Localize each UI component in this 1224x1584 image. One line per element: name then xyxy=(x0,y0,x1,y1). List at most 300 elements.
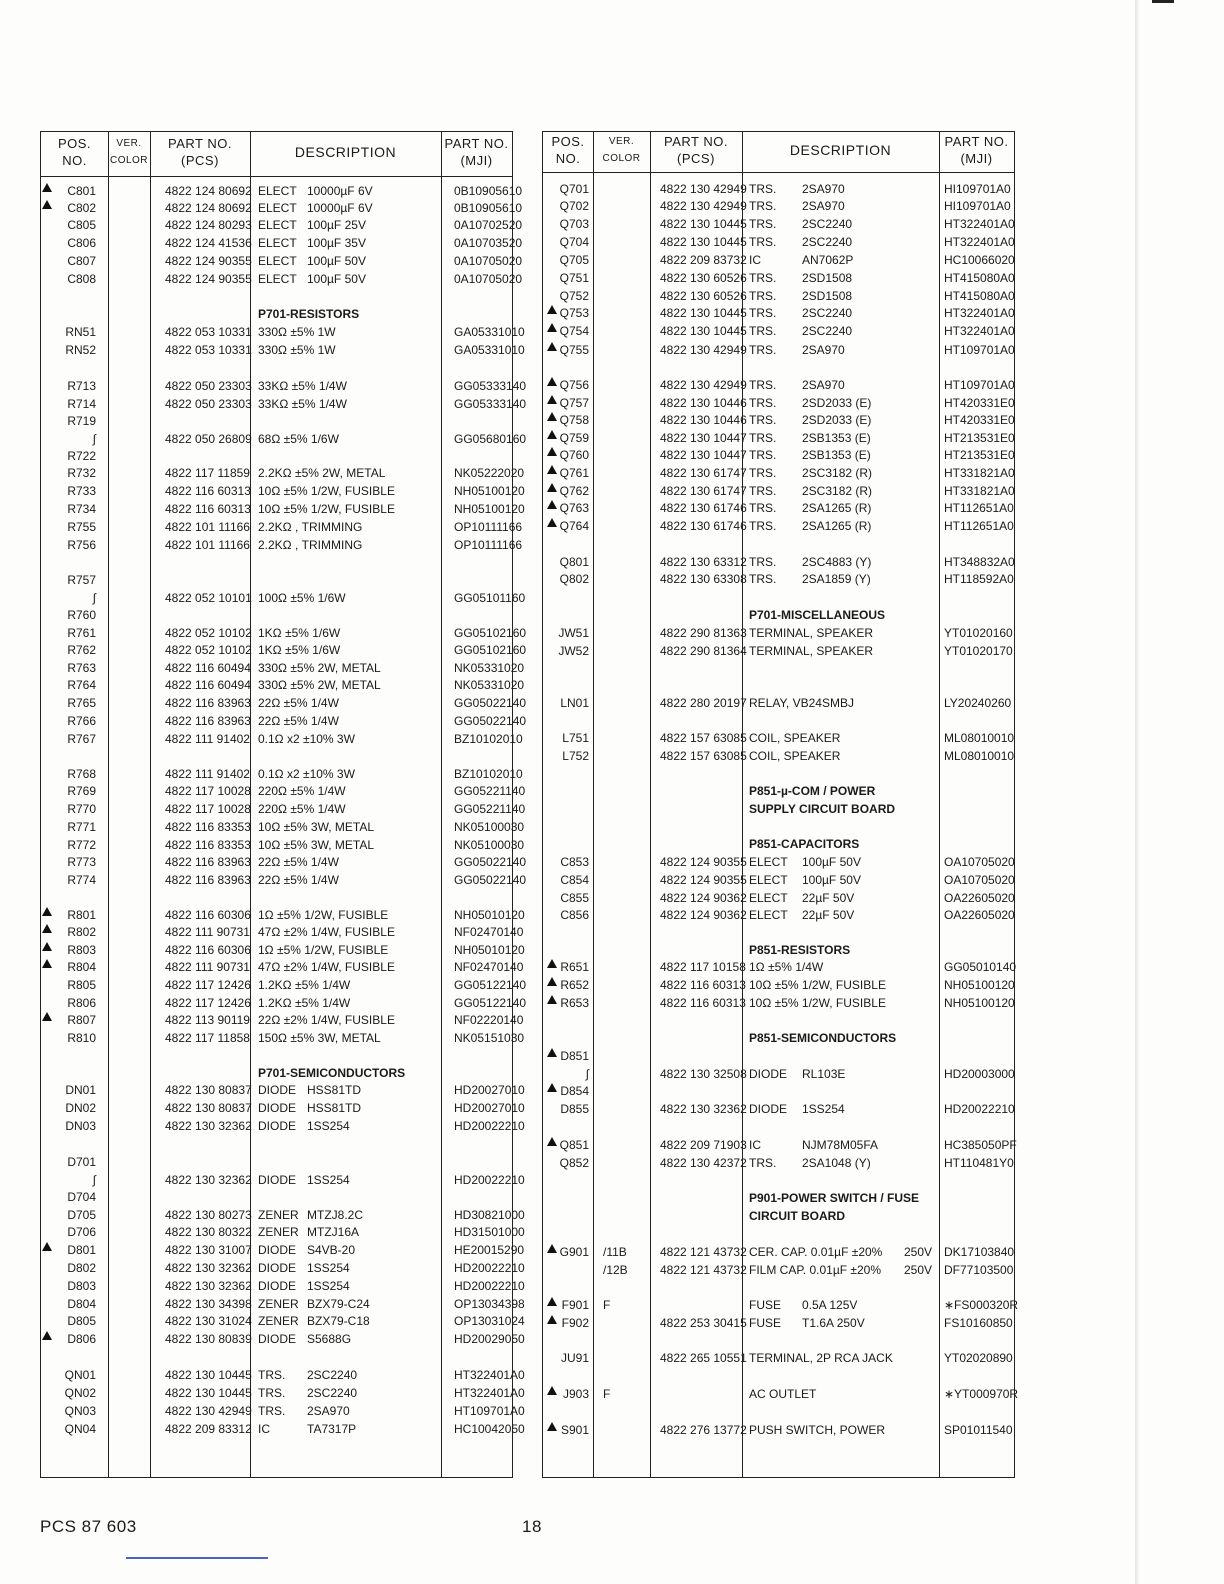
part-number-pcs: 4822 130 63308 xyxy=(660,572,747,586)
part-number-mji: NH05100120 xyxy=(454,502,525,516)
description: ZENER xyxy=(258,1314,299,1328)
part-number-pcs: 4822 130 10445 xyxy=(660,217,747,231)
part-number-mji: HD20022210 xyxy=(944,1102,1015,1116)
description-spec: HSS81TD xyxy=(307,1101,362,1115)
description: TRS. xyxy=(749,555,777,569)
description-spec: 2SC2240 xyxy=(802,324,853,338)
description: 47Ω ±2% 1/4W, FUSIBLE xyxy=(258,925,395,939)
table-row xyxy=(543,288,1014,305)
position-number: L752 xyxy=(562,749,589,763)
part-number-mji: NH05100120 xyxy=(944,978,1015,992)
description: AC OUTLET xyxy=(749,1387,817,1401)
part-number-pcs: 4822 130 60526 xyxy=(660,289,747,303)
description: 33KΩ ±5% 1/4W xyxy=(258,379,347,393)
position-number: D803 xyxy=(67,1279,96,1293)
table-row xyxy=(41,1118,525,1135)
description: ELECT xyxy=(258,218,297,232)
part-number-mji: HT213531E0 xyxy=(944,448,1015,462)
part-number-pcs: 4822 124 90362 xyxy=(660,891,747,905)
description-spec: T1.6A 250V xyxy=(802,1316,865,1330)
part-number-mji: DK17103840 xyxy=(944,1245,1015,1259)
part-number-pcs: 4822 130 80322 xyxy=(165,1225,252,1239)
description-spec: 2SA970 xyxy=(307,1404,350,1418)
position-number: R719 xyxy=(67,414,96,428)
table-row xyxy=(543,643,1014,660)
part-number-mji: GG05022140 xyxy=(454,855,527,869)
part-number-mji: LY20240260 xyxy=(944,696,1012,710)
description: DIODE xyxy=(258,1101,297,1115)
description: 22Ω ±5% 1/4W xyxy=(258,855,339,869)
part-number-pcs: 4822 121 43732 xyxy=(660,1245,747,1259)
part-number-pcs: 4822 124 80293 xyxy=(165,218,252,232)
part-number-pcs: 4822 116 60306 xyxy=(165,908,251,922)
position-number: D854 xyxy=(560,1084,589,1098)
part-number-pcs: 4822 130 10445 xyxy=(660,306,747,320)
header-description: DESCRIPTION xyxy=(294,144,397,160)
position-number: D805 xyxy=(67,1314,96,1328)
description: DIODE xyxy=(258,1083,297,1097)
description-spec: 1SS254 xyxy=(307,1119,350,1133)
table-row xyxy=(543,625,1014,642)
table-row xyxy=(543,395,1014,412)
description: DIODE xyxy=(258,1261,297,1275)
part-number-pcs: 4822 124 90355 xyxy=(660,873,747,887)
part-number-pcs: 4822 113 90119 xyxy=(165,1013,250,1027)
part-number-mji: ∗FS000320R xyxy=(944,1298,1019,1312)
position-number: C808 xyxy=(67,272,96,286)
table-row xyxy=(41,1100,525,1117)
description: CER. CAP. 0.01µF ±20% xyxy=(749,1245,883,1259)
part-number-pcs: 4822 116 83963 xyxy=(165,696,251,710)
part-number-pcs: 4822 111 90731 xyxy=(165,925,250,939)
table-row xyxy=(543,518,1014,535)
table-row xyxy=(41,413,512,430)
table-row xyxy=(543,995,1014,1012)
section-heading xyxy=(543,942,1014,959)
position-number: R653 xyxy=(560,996,589,1010)
section-title: P701-MISCELLANEOUS xyxy=(749,608,886,622)
description: 10Ω ±5% 1/2W, FUSIBLE xyxy=(258,502,395,516)
part-number-mji: ML08010010 xyxy=(944,731,1015,745)
table-row xyxy=(41,942,525,959)
part-number-mji: HD20022210 xyxy=(454,1261,525,1275)
description: TRS. xyxy=(258,1386,286,1400)
position-number: R807 xyxy=(67,1013,96,1027)
part-number-pcs: 4822 209 83312 xyxy=(165,1422,252,1436)
description-spec: 100µF 25V xyxy=(307,218,366,232)
part-number-pcs: 4822 130 61746 xyxy=(660,501,747,515)
part-number-pcs: 4822 130 32362 xyxy=(165,1261,252,1275)
position-number: ∫ xyxy=(92,591,96,605)
part-number-pcs: 4822 130 34398 xyxy=(165,1297,252,1311)
part-number-pcs: 4822 280 20197 xyxy=(660,696,747,710)
description: TRS. xyxy=(749,324,777,338)
part-number-mji: HT213531E0 xyxy=(944,431,1015,445)
position-number: J903 xyxy=(562,1387,589,1401)
part-number-pcs: 4822 130 42949 xyxy=(165,1404,252,1418)
description: TRS. xyxy=(749,519,777,533)
position-number: L751 xyxy=(562,731,589,745)
part-number-mji: HE20015290 xyxy=(454,1243,525,1257)
description: 10Ω ±5% 1/2W, FUSIBLE xyxy=(749,996,886,1010)
header-part-mji: PART NO. (MJI) xyxy=(444,136,509,168)
description: 330Ω ±5% 2W, METAL xyxy=(258,678,381,692)
part-number-mji: HI109701A0 xyxy=(944,199,1011,213)
description: COIL, SPEAKER xyxy=(749,749,841,763)
part-number-mji: HT322401A0 xyxy=(944,324,1015,338)
description: DIODE xyxy=(749,1102,788,1116)
description: 1Ω ±5% 1/4W xyxy=(749,960,824,974)
part-number-pcs: 4822 111 91402 xyxy=(165,732,250,746)
position-number: Q701 xyxy=(559,182,589,196)
description: TRS. xyxy=(749,343,777,357)
section-heading xyxy=(543,783,1014,800)
description: 1.2KΩ ±5% 1/4W xyxy=(258,996,351,1010)
part-number-mji: HD20022210 xyxy=(454,1173,525,1187)
part-number-pcs: 4822 130 32362 xyxy=(165,1173,252,1187)
section-heading xyxy=(543,836,1014,853)
table-row xyxy=(543,1083,1014,1100)
description: ZENER xyxy=(258,1225,299,1239)
table-row xyxy=(41,1385,525,1402)
description: 10Ω ±5% 3W, METAL xyxy=(258,838,375,852)
description-spec: 1SS254 xyxy=(307,1279,350,1293)
table-row xyxy=(543,500,1014,517)
part-number-mji: HT109701A0 xyxy=(944,378,1015,392)
table-row xyxy=(41,1367,525,1384)
part-number-pcs: 4822 130 42949 xyxy=(660,182,747,196)
description: TERMINAL, SPEAKER xyxy=(749,626,874,640)
description-spec: 22µF 50V xyxy=(802,891,855,905)
part-number-pcs: 4822 130 10445 xyxy=(165,1368,252,1382)
position-number: R802 xyxy=(67,925,96,939)
part-number-mji: ∗YT000970R xyxy=(944,1387,1019,1401)
description-spec: 2SD2033 (E) xyxy=(802,396,872,410)
description-spec: 2SB1353 (E) xyxy=(802,431,871,445)
position-number: DN01 xyxy=(65,1083,96,1097)
section-title: P851-SEMICONDUCTORS xyxy=(749,1031,897,1045)
description: 1KΩ ±5% 1/6W xyxy=(258,643,341,657)
part-number-pcs: 4822 290 81364 xyxy=(660,644,747,658)
part-number-mji: HT420331E0 xyxy=(944,396,1015,410)
position-number: R803 xyxy=(67,943,96,957)
part-number-pcs: 4822 116 83963 xyxy=(165,714,251,728)
table-row xyxy=(543,730,1014,747)
part-number-mji: HD20022210 xyxy=(454,1279,525,1293)
table-row xyxy=(543,342,1014,359)
part-number-mji: HC10042050 xyxy=(454,1422,525,1436)
description: 2.2KΩ , TRIMMING xyxy=(258,520,363,534)
description: TERMINAL, SPEAKER xyxy=(749,644,874,658)
table-row xyxy=(543,977,1014,994)
part-number-mji: HT118592A0 xyxy=(944,572,1014,586)
table-row xyxy=(41,924,524,941)
section-title: CIRCUIT BOARD xyxy=(749,1209,845,1223)
position-number: Q852 xyxy=(559,1156,589,1170)
description: ELECT xyxy=(258,236,297,250)
part-number-pcs: 4822 124 90355 xyxy=(165,272,252,286)
table-row xyxy=(41,235,523,252)
position-number: R804 xyxy=(67,960,96,974)
part-number-mji: GA05331010 xyxy=(454,343,525,357)
part-number-mji: GG05102160 xyxy=(454,626,527,640)
table-row xyxy=(41,1331,525,1348)
table-row xyxy=(543,571,1014,588)
description-spec: MTZJ8.2C xyxy=(307,1208,364,1222)
part-number-mji: HT420331E0 xyxy=(944,413,1015,427)
part-number-mji: GG05022140 xyxy=(454,714,527,728)
part-number-pcs: 4822 130 80273 xyxy=(165,1208,252,1222)
description: TRS. xyxy=(749,484,777,498)
part-number-pcs: 4822 116 60313 xyxy=(660,996,746,1010)
position-number: R765 xyxy=(67,696,96,710)
description: 330Ω ±5% 1W xyxy=(258,343,336,357)
part-number-mji: HT112651A0 xyxy=(944,501,1014,515)
description: FUSE xyxy=(749,1298,782,1312)
part-number-pcs: 4822 117 12426 xyxy=(165,978,251,992)
part-number-mji: HT415080A0 xyxy=(944,271,1015,285)
part-number-mji: HT331821A0 xyxy=(944,484,1015,498)
description: TRS. xyxy=(258,1368,286,1382)
part-number-mji: NK05100030 xyxy=(454,838,525,852)
header-part-mji: PART NO. (MJI) xyxy=(944,134,1009,166)
part-number-pcs: 4822 130 42949 xyxy=(660,199,747,213)
part-number-pcs: 4822 116 83353 xyxy=(165,820,251,834)
position-number: R722 xyxy=(67,449,96,463)
table-row xyxy=(41,483,525,500)
table-row xyxy=(543,1315,1014,1332)
position-number: R757 xyxy=(67,573,96,587)
part-number-mji: NH05010120 xyxy=(454,943,525,957)
position-number: D704 xyxy=(67,1190,96,1204)
position-number: Q762 xyxy=(559,484,589,498)
position-number: R774 xyxy=(67,873,96,887)
table-row xyxy=(543,1101,1014,1118)
position-number: D705 xyxy=(67,1208,96,1222)
position-number: D855 xyxy=(560,1102,589,1116)
header-ver: VER. COLOR xyxy=(602,136,641,164)
position-number: RN52 xyxy=(65,343,96,357)
part-number-pcs: 4822 053 10331 xyxy=(165,325,252,339)
position-number: LN01 xyxy=(560,696,589,710)
description-spec: RL103E xyxy=(802,1067,846,1081)
table-row xyxy=(543,1066,1014,1083)
description-spec: 2SB1353 (E) xyxy=(802,448,871,462)
description: DIODE xyxy=(258,1243,297,1257)
position-number: D851 xyxy=(560,1049,589,1063)
table-row xyxy=(41,1189,512,1206)
position-number: Q704 xyxy=(559,235,589,249)
header-divider xyxy=(543,172,1014,173)
part-number-mji: GG05010140 xyxy=(944,960,1017,974)
table-row xyxy=(41,1154,512,1171)
description-spec: 1SS254 xyxy=(802,1102,845,1116)
part-number-pcs: 4822 130 61746 xyxy=(660,519,747,533)
description: 22Ω ±5% 1/4W xyxy=(258,714,339,728)
position-number: R764 xyxy=(67,678,96,692)
position-number: Q703 xyxy=(559,217,589,231)
description: 22Ω ±5% 1/4W xyxy=(258,696,339,710)
section-heading xyxy=(41,1065,512,1082)
part-number-pcs: 4822 130 32362 xyxy=(165,1279,252,1293)
position-number: R761 xyxy=(67,626,96,640)
part-number-mji: 0B10905610 xyxy=(454,184,523,198)
part-number-pcs: 4822 121 43732 xyxy=(660,1263,747,1277)
part-number-mji: GA05331010 xyxy=(454,325,525,339)
table-row xyxy=(543,198,1014,215)
description: PUSH SWITCH, POWER xyxy=(749,1423,886,1437)
description-spec: 100µF 50V xyxy=(307,272,366,286)
table-row xyxy=(41,1242,525,1259)
table-row xyxy=(41,1278,525,1295)
part-number-pcs: 4822 116 83353 xyxy=(165,838,251,852)
table-row xyxy=(41,342,525,359)
position-number: R763 xyxy=(67,661,96,675)
position-number: D806 xyxy=(67,1332,96,1346)
description: TRS. xyxy=(749,431,777,445)
section-title: P851-µ-COM / POWER xyxy=(749,784,876,798)
part-number-mji: OA22605020 xyxy=(944,891,1015,905)
part-number-mji: GG05101160 xyxy=(454,591,526,605)
header-description: DESCRIPTION xyxy=(789,142,892,158)
position-number: R772 xyxy=(67,838,96,852)
position-number: R771 xyxy=(67,820,96,834)
part-number-mji: HT109701A0 xyxy=(944,343,1015,357)
voltage-rating: 250V xyxy=(904,1263,933,1277)
part-number-mji: HT322401A0 xyxy=(944,235,1015,249)
position-number: Q763 xyxy=(559,501,589,515)
description: TERMINAL, 2P RCA JACK xyxy=(749,1351,893,1365)
part-number-mji: HT322401A0 xyxy=(454,1368,525,1382)
position-number: R762 xyxy=(67,643,96,657)
part-number-pcs: 4822 116 60306 xyxy=(165,943,251,957)
description-spec: 2SA970 xyxy=(802,343,845,357)
part-number-pcs: 4822 130 10445 xyxy=(165,1386,252,1400)
table-row xyxy=(543,1048,1014,1065)
description: 2.2KΩ ±5% 2W, METAL xyxy=(258,466,386,480)
description-spec: 2SD2033 (E) xyxy=(802,413,872,427)
position-number: F901 xyxy=(561,1298,589,1312)
header-ver: VER. COLOR xyxy=(109,138,149,166)
part-number-mji: GG05333140 xyxy=(454,379,527,393)
description-spec: S5688G xyxy=(307,1332,352,1346)
table-row xyxy=(41,1296,525,1313)
description-spec: 1SS254 xyxy=(307,1173,350,1187)
part-number-pcs: 4822 130 10445 xyxy=(660,235,747,249)
description: DIODE xyxy=(258,1332,297,1346)
description-spec: 2SC2240 xyxy=(802,235,853,249)
version-color: F xyxy=(603,1298,611,1312)
part-number-mji: NK05100030 xyxy=(454,820,525,834)
table-row xyxy=(543,252,1014,269)
section-title: P901-POWER SWITCH / FUSE xyxy=(749,1191,920,1205)
header-part-pcs: PART NO. (PCS) xyxy=(664,134,728,166)
part-number-mji: HT322401A0 xyxy=(944,217,1015,231)
position-number: Q705 xyxy=(559,253,589,267)
version-color: F xyxy=(603,1387,611,1401)
part-number-pcs: 4822 130 10446 xyxy=(660,413,747,427)
description-spec: 2SA1048 (Y) xyxy=(802,1156,871,1170)
description: 100Ω ±5% 1/6W xyxy=(258,591,346,605)
position-number: D804 xyxy=(67,1297,96,1311)
part-number-mji: SP01011540 xyxy=(944,1423,1013,1437)
position-number: Q752 xyxy=(559,289,589,303)
description: ELECT xyxy=(258,254,297,268)
section-title: P851-CAPACITORS xyxy=(749,837,860,851)
position-number: R805 xyxy=(67,978,96,992)
description: DIODE xyxy=(749,1067,788,1081)
part-number-pcs: 4822 157 63085 xyxy=(660,731,747,745)
part-number-mji: GG05102160 xyxy=(454,643,527,657)
section-title: P701-RESISTORS xyxy=(258,307,360,321)
position-number: QN04 xyxy=(64,1422,96,1436)
part-number-pcs: 4822 124 90355 xyxy=(165,254,252,268)
header-part-pcs: PART NO. (PCS) xyxy=(168,136,232,168)
part-number-mji: 0A10705020 xyxy=(454,272,523,286)
position-number: D701 xyxy=(67,1155,96,1169)
description: 22Ω ±5% 1/4W xyxy=(258,873,339,887)
position-number: JW52 xyxy=(558,644,589,658)
position-number: ∫ xyxy=(585,1067,589,1081)
part-number-mji: HD30821000 xyxy=(454,1208,525,1222)
part-number-mji: NK05151030 xyxy=(454,1031,525,1045)
table-row xyxy=(543,1262,1014,1279)
description: 1KΩ ±5% 1/6W xyxy=(258,626,341,640)
description: DIODE xyxy=(258,1119,297,1133)
description-spec: 2SD1508 xyxy=(802,289,853,303)
part-number-pcs: 4822 101 11166 xyxy=(165,520,250,534)
part-number-pcs: 4822 130 42372 xyxy=(660,1156,747,1170)
description: TRS. xyxy=(258,1404,286,1418)
table-row xyxy=(41,695,527,712)
table-row xyxy=(543,1155,1014,1172)
position-number: C801 xyxy=(67,184,96,198)
part-number-pcs: 4822 130 80837 xyxy=(165,1083,252,1097)
description: DIODE xyxy=(258,1279,297,1293)
table-row xyxy=(543,959,1017,976)
corner-mark xyxy=(1152,0,1174,3)
part-number-mji: HT110481Y0 xyxy=(944,1156,1014,1170)
description-spec: 2SA970 xyxy=(802,378,845,392)
part-number-mji: HD20027010 xyxy=(454,1083,525,1097)
description-spec: HSS81TD xyxy=(307,1083,362,1097)
section-heading xyxy=(543,1190,1014,1207)
part-number-mji: HD20003000 xyxy=(944,1067,1015,1081)
position-number: C855 xyxy=(560,891,589,905)
position-number: RN51 xyxy=(65,325,96,339)
part-number-mji: HI109701A0 xyxy=(944,182,1011,196)
position-number: JU91 xyxy=(560,1351,589,1365)
description: ELECT xyxy=(258,272,297,286)
version-color: /12B xyxy=(603,1263,628,1277)
table-row xyxy=(543,854,1014,871)
part-number-pcs: 4822 157 63085 xyxy=(660,749,747,763)
position-number: R651 xyxy=(560,960,589,974)
description: ELECT xyxy=(749,891,788,905)
part-number-pcs: 4822 130 31007 xyxy=(165,1243,252,1257)
description: 10Ω ±5% 3W, METAL xyxy=(258,820,375,834)
table-row xyxy=(41,1012,524,1029)
table-row xyxy=(41,1207,525,1224)
description-spec: 2SC2240 xyxy=(802,306,853,320)
section-title: SUPPLY CIRCUIT BOARD xyxy=(749,802,896,816)
description-spec: AN7062P xyxy=(802,253,854,267)
table-row xyxy=(543,216,1014,233)
description: TRS. xyxy=(749,182,777,196)
table-row xyxy=(41,783,526,800)
table-row xyxy=(543,412,1014,429)
description: ZENER xyxy=(258,1208,299,1222)
